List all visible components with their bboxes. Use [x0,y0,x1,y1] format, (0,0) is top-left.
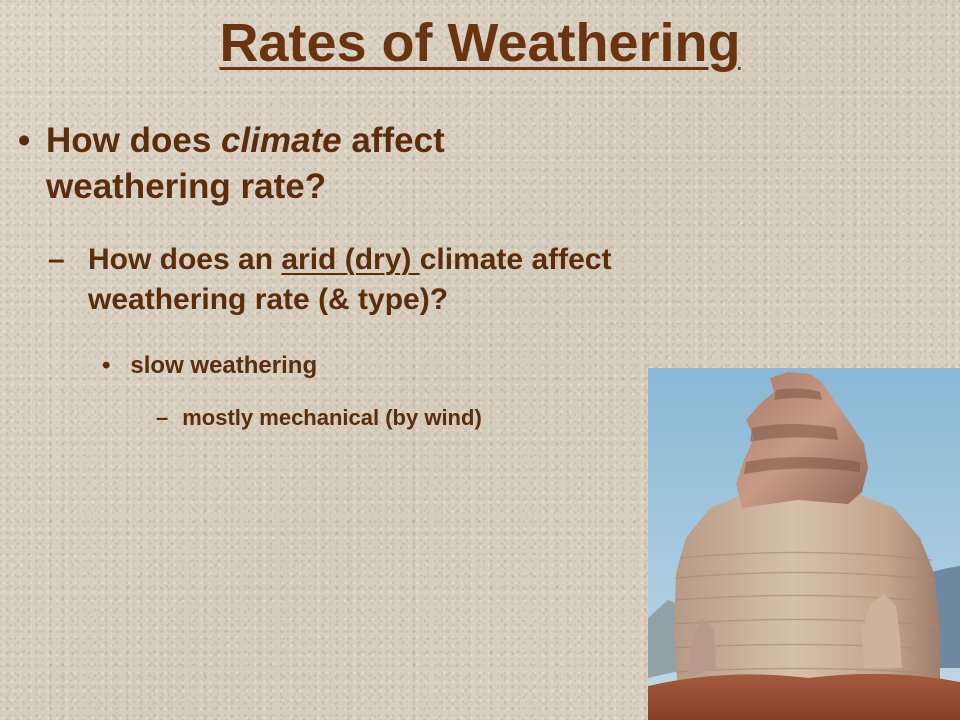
dash-icon: – [48,243,65,276]
detail-bullet [156,402,482,434]
desert-rock-formation-image [648,368,960,720]
sub-bullet-underlined: arid (dry) [281,243,420,276]
main-bullet-text [46,118,638,210]
detail-text: mostly mechanical (by wind) [182,405,482,430]
point-text: slow weathering [130,352,318,379]
dash-icon: – [156,405,169,430]
sub-bullet-part2: climate affect weathering rate (& type)? [88,243,612,316]
sub-bullet [48,240,728,320]
main-bullet [18,118,638,210]
bullet-icon: • [102,352,111,379]
point-bullet [102,349,317,383]
main-bullet-italic: climate [221,121,342,160]
sub-bullet-text [88,240,728,320]
main-bullet-part1: How does [46,121,222,160]
red-base-shape [648,674,960,720]
sub-bullet-part1: How does an [88,243,282,276]
main-bullet-part2: affect weathering rate? [46,121,445,206]
bullet-icon: • [18,121,31,160]
slide-title: Rates of Weathering [219,13,741,73]
